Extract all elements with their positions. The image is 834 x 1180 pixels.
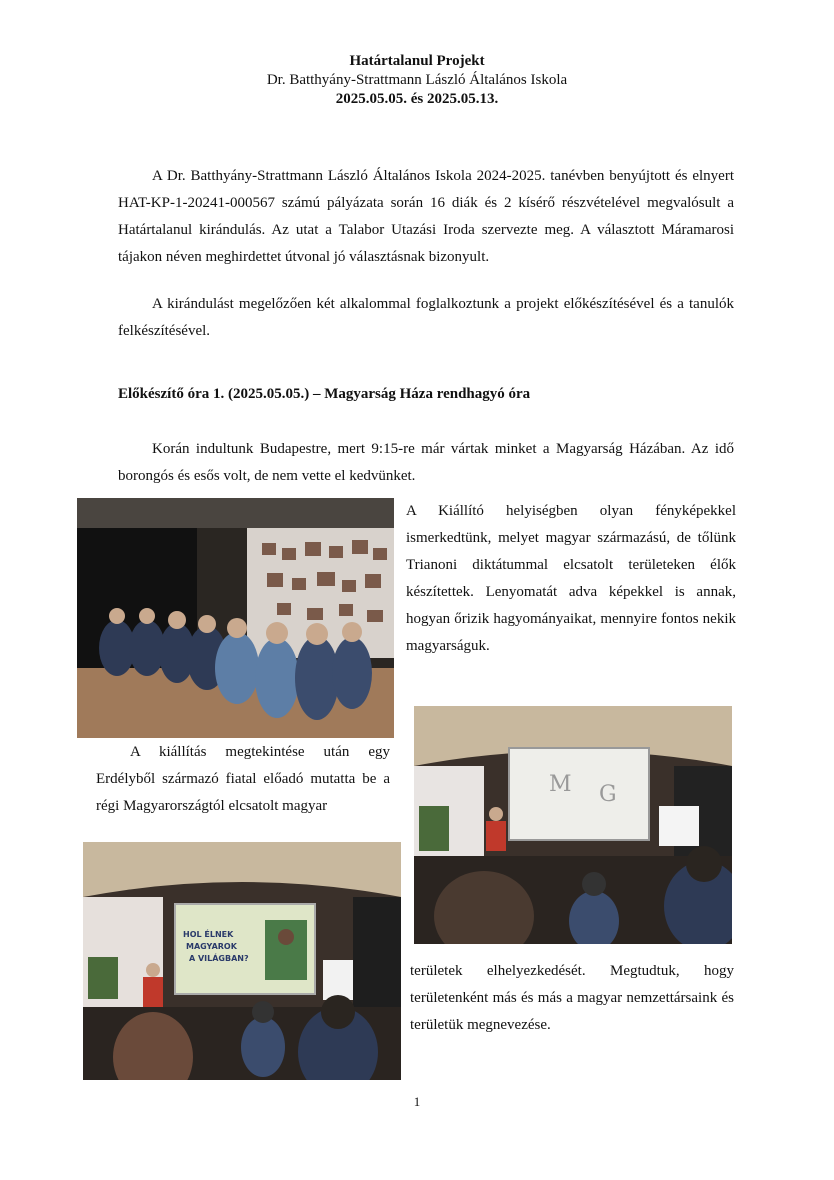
svg-text:MAGYAROK: MAGYAROK <box>186 942 237 951</box>
paragraph-preparation: A kirándulást megelőzően két alkalommal foglalkoztunk a projekt előkészítésével és a tanulók felkészítésével. <box>118 296 734 339</box>
section-heading: Előkészítő óra 1. (2025.05.05.) – Magyarság Háza rendhagyó óra <box>118 386 531 402</box>
document-title: Határtalanul Projekt <box>349 53 485 69</box>
svg-text:M: M <box>549 772 572 797</box>
school-name: Dr. Batthyány-Strattmann László Általános Iskola <box>266 72 568 88</box>
photo-presentation-logo <box>414 706 732 944</box>
project-dates: 2025.05.05. és 2025.05.13. <box>335 91 499 107</box>
paragraph-territories: területek elhelyezkedését. Megtudtuk, hogy területenként más és más a magyar nemzettársaink és területük megnevezése. <box>410 963 734 1033</box>
screen-caption: HOL ÉLNEK <box>183 930 234 939</box>
paragraph-exhibition: A Kiállító helyiségben olyan fényképekkel ismerkedtünk, melyet magyar származású, de tőlünk Trianoni diktátummal elcsatolt területeken élők készítettek. Lenyomatát adva képekkel is annak, hogyan őrizik hagyományaikat, mennyire fontos nekik magyarságuk. <box>406 503 736 654</box>
svg-text:G: G <box>599 782 617 807</box>
photo-students-seated <box>77 498 394 738</box>
paragraph-arrival: Korán indultunk Budapestre, mert 9:15-re már vártak minket a Magyarság Házában. Az idő borongós és esős volt, de nem vette el kedvünket. <box>118 441 734 484</box>
svg-text:A VILÁGBAN?: A VILÁGBAN? <box>189 954 249 963</box>
paragraph-intro: A Dr. Batthyány-Strattmann László Általános Iskola 2024-2025. tanévben benyújtott és elnyert HAT-KP-1-20241-000567 számú pályázata során 16 diák és 2 kísérő részvételével megvalósult a Határtalanul kirándulás. Az utat a Talabor Utazási Iroda szervezte meg. A választott Máramarosi tájakon néven meghirdettet útvonal jó választásnak bizonyult. <box>118 168 734 265</box>
page-number: 1 <box>413 1094 421 1109</box>
paragraph-presenter: A kiállítás megtekintése után egy Erdélyből származó fiatal előadó mutatta be a régi Magyarországtól elcsatolt magyar <box>96 744 390 814</box>
photo-presentation-map <box>83 842 401 1080</box>
